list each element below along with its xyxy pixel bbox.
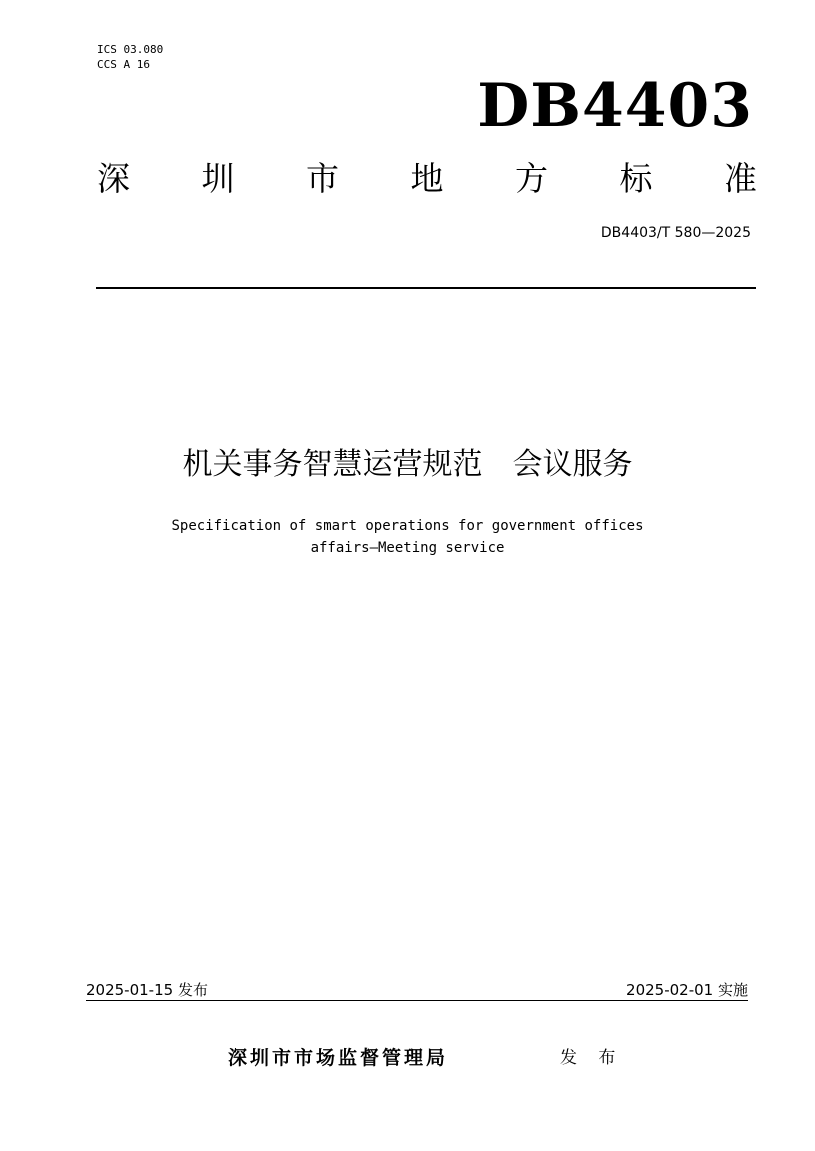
issue-date: 2025-01-15 发布 <box>86 981 208 999</box>
ics-code: ICS 03.080 <box>97 43 164 56</box>
implementation-date: 2025-02-01 实施 <box>626 981 748 999</box>
document-title-english <box>0 515 815 559</box>
standard-mark: DB4403 <box>477 71 753 141</box>
header-divider <box>96 287 756 289</box>
english-title-line: Specification of smart operations for government offices <box>171 518 644 534</box>
standard-category <box>97 158 757 200</box>
date-divider <box>86 1000 748 1001</box>
publisher-name: 深圳市市场监督管理局 <box>228 1047 449 1069</box>
category-char: 方 <box>515 159 548 198</box>
classification-codes <box>97 42 163 72</box>
publish-label: 发 布 <box>560 1048 624 1068</box>
standard-number: DB4403/T 580—2025 <box>600 225 751 241</box>
category-char: 圳 <box>201 159 235 198</box>
ccs-code: CCS A 16 <box>97 58 150 71</box>
category-char: 准 <box>724 159 757 198</box>
category-char: 地 <box>410 159 444 198</box>
category-char: 深 <box>97 159 130 198</box>
category-char: 标 <box>619 159 653 198</box>
english-title-line: affairs—Meeting service <box>310 540 505 556</box>
document-title-chinese: 机关事务智慧运营规范 会议服务 <box>182 447 633 482</box>
category-char: 市 <box>306 159 339 198</box>
